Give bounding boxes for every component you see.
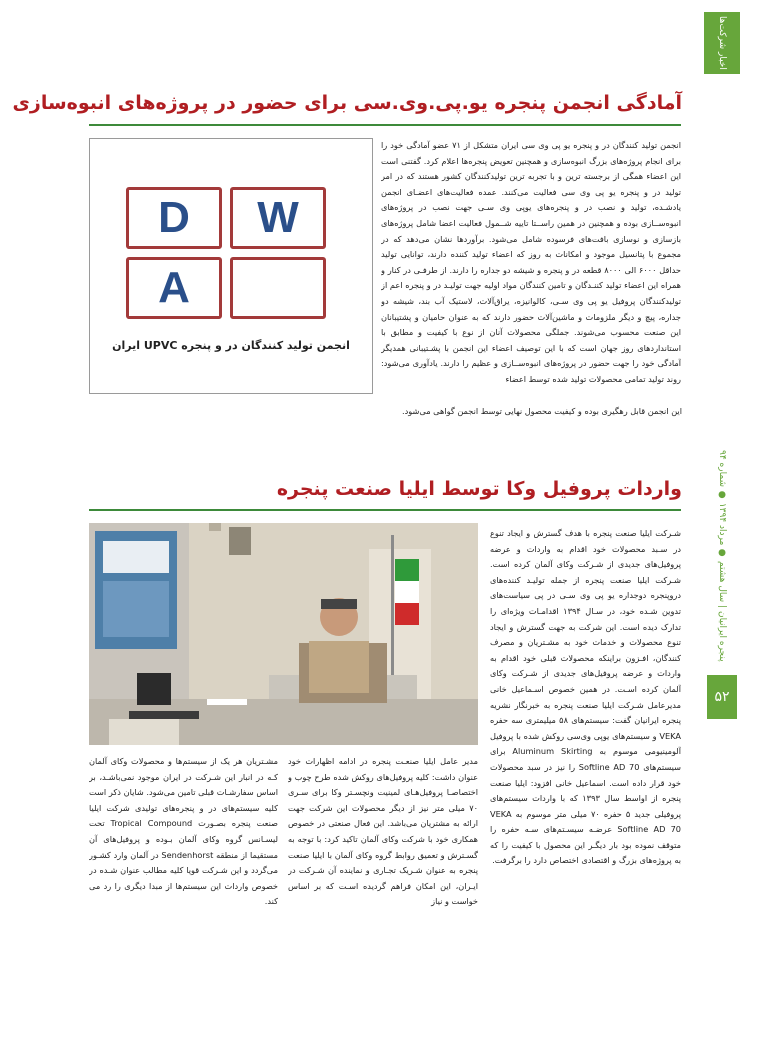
section-tab: اخبار شرکت‌ها bbox=[704, 12, 740, 74]
logo-tile-empty bbox=[230, 257, 326, 319]
dwa-logo bbox=[89, 138, 373, 394]
article2-col-left: مشـتریان هر یک از سیستم‌ها و محصولات وکای آلمان کـه در انبار این شـرکت در ایران موجود نمی‌باشـد، بر اساس سفارشـات قبلی تامین می‌شود. شایان ذکر است کلیه سیستم‌های در و پنجره‌های تولیدی شرکت ایلیا صنعت پنجره بصـورت Tropical Compound تحت لیسـانس گروه وکای آلمان بـوده و پروفیل‌های آن مستقیما از منطقه Sendenhorst در آلمان وارد کشـور می‌گردد و این شـرکت قویا کلیه مطالب عنوان شـده در خصوص واردات این سیستم‌ها از مبدا دیگری را رد می کند. bbox=[89, 756, 278, 907]
article2-col-right: شـرکت ایلیا صنعت پنجره با هدف گسترش و ایجاد تنوع در سـبد محصولات خود اقدام به واردات و عرضه پروفیل‌های جدیدی از شـرکت وکای آلمان کرده است. شـرکت ایلیا صنعت پنجره از جمله تولیـد کننده‌های درو‌پنجره دوجداره یو پی وی سـی در پی سیاست‌های تدوین شـده خود، در سـال ۱۳۹۴ اقدامـات ویژه‌ای را تدارک دیده است. این شرکت به جهت گسترش و ایجاد تنوع محصولات و خدمات خود به مشـتریان و مصرف کنندگان، افـزون براینکه محصولات قبلی خود اقدام به واردات و عرضه پروفیل‌های جدیدی از شـرکت وکای آلمان کرده اسـت. در همین خصوص اسـماعیل خانی مدیرعامل شـرکت ایلیا صنعت پنجره به خبرنگار نشریه پنجره ایرانیان گفت: سیستم‌های ۵۸ میلیمتری سه حفره VEKA و سیستم‌های یوپی وی‌سی روکش شده با پروفیل آلومینیومی موسوم به Aluminum Skirting برای سیستم‌های Softline AD 70 را نیز در سبد محصولات خود قرار داده است. اسماعیل خانی افزود: ایلیا صنعت پنجره از اواسط سال ۱۳۹۳ که با واردات سیستم‌های پروفیلی جدید ۵ حفره ۷۰ میلی متر موسوم به VEKA Softline AD 70 عرضـه سیسـتم‌های سـه حفره را متوقف نموده بود بار دیگـر این محصول با کیفیت را که به پروژه‌های بزرگ و اقتصادی اختصاص دارد را برگرفت. bbox=[490, 528, 681, 866]
office-photo bbox=[89, 523, 478, 745]
logo-letter-d: D bbox=[158, 193, 190, 242]
logo-letter-a: A bbox=[158, 263, 190, 312]
logo-tile-a bbox=[126, 257, 222, 319]
logo-caption: انجمن تولید کنندگان در و پنجره UPVC ایران bbox=[112, 339, 350, 352]
article1-body: انجمن تولید کنندگان در و پنجره یو پی وی سی ایران متشکل از ۷۱ عضو آمادگی خود را برای انجام پروژه‌های بزرگ انبوه‌سازی و همچنین تعویض پنجره‌ها اعلام کرد. گفتنی است این اعضاء همگی از برجسته ترین و با تجربه ترین تولیدکنندگان کشور هستند که در امر تولید در و پنجره یو پی وی سی فعالیت می‌کنند. عمده فعالیت‌های اعضـای انجمن یادشـده، تولید و نصب در و پنجره‌های یوپی وی سـی جهت نصب در پروژه‌های انبوه‌ســازی بوده و همچنین در همین راســتا تاییه شــمول فعالیت اعضا شامل پروژه‌های بازسازی و نوسازی بافت‌های فرسوده شامل می‌شود. برآوردها نشان می‌دهد که در مجموع با پتانسیل موجود و امکانات به روز که اعضاء تولید کننده دارند، توانایی تولید حداقل ۶۰۰۰ الی ۸۰۰۰ قطعه در و پنجره و شیشه دو جداره را دارند. از طرفـی در کنار و همراه این اعضاء تولید کننـدگان و تامین کنندگان مواد اولیه جهت تولیـد در و پنجره اعم از تولیدکنندگان پروفیل یو پی وی سـی، کالوانیزه، یراق‌آلات، لاستیک آب بند، شیشه دو جداره، پیچ و دیگر ملزومات و ماشین‌آلات حضور دارند که به عنوان حامیان و پشتیبانان این صنعت محسوب می‌شوند. جملگی محصولات آنان از نوع با کیفیت و مطابق با استانداردهای روز جهان است که با این توصیف اعضاء این انجمن با پشـتیبانی همدیگر آمادگی خود را جهت حضور در پروژه‌های انبوه‌ســازی و عظیم را دارند. یادآوری می‌شود: روند تولید تمامی محصولات تولید شده توسط اعضاء bbox=[381, 140, 681, 384]
article1-title: آمادگی انجمن پنجره یو.پی.وی.سی برای حضور در پروژه‌های انبوه‌سازی bbox=[12, 92, 682, 114]
page-number: ۵۲ bbox=[707, 675, 737, 719]
logo-tile-w bbox=[230, 187, 326, 249]
logo-letter-w: W bbox=[257, 193, 299, 242]
article2-rule bbox=[89, 509, 681, 511]
article2-title: واردات پروفیل وکا توسط ایلیا صنعت پنجره bbox=[276, 478, 682, 500]
article1-caption: این انجمن قابل رهگیری بوده و کیفیت محصول نهایی توسط انجمن گواهی می‌شود. bbox=[402, 406, 682, 416]
office-photo-illustration bbox=[89, 523, 478, 745]
issue-info: پنجره ایرانیان | سال هشتم ● مرداد ۱۳۹۴ ● شماره ۹۴ bbox=[717, 450, 727, 662]
article2-col-middle: مدیر عامل ایلیا صنعـت پنجره در ادامه اظهارات خود عنوان داشت: کلیه پروفیل‌های روکش شده طرح چوب و اختصاصـا پروفیل‌هـای لمینیت ونچسـتر وکا برای سـری ۷۰ میلی متر نیز از دیگر محصولات این شرکت جهت ارائه به مشتریان می‌باشد. این فعال صنعتی در خصوص همکاری خود با شرکت وکای آلمان تاکید کرد: با توجه به گسـترش و تعمیق روابط گروه وکای آلمان با ایلیا صنعت پنجره به عنوان شـریک تجـاری و نماینده آن شـرکت در ایـران، این امکان فراهم گردیده اسـت که بر اساس خواست و نیاز bbox=[288, 756, 478, 907]
logo-tile-d bbox=[126, 187, 222, 249]
article1-rule bbox=[89, 124, 681, 126]
